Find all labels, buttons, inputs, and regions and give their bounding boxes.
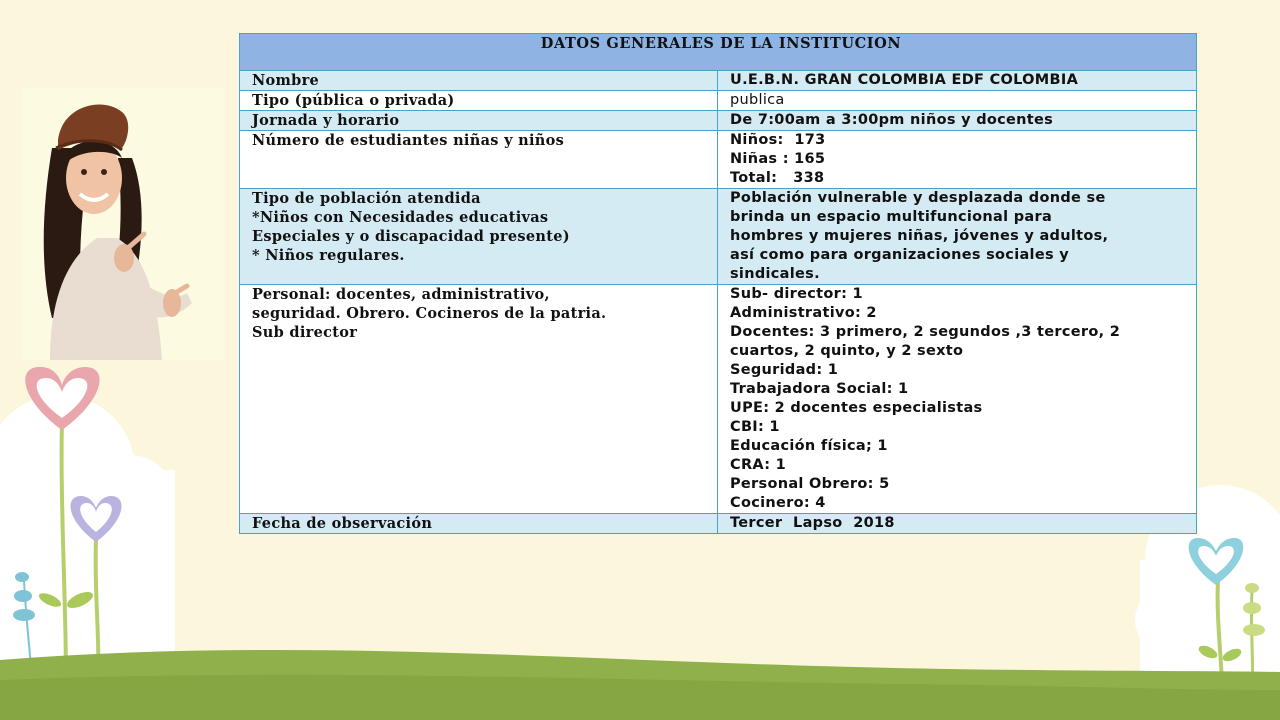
table-row xyxy=(240,285,1197,514)
table-row xyxy=(240,189,1197,285)
row-value-personal: Sub- director: 1 Administrativo: 2 Docentes: 3 primero, 2 segundos ,3 tercero, 2 cuartos, 2 quinto, y 2 sexto Seguridad: 1 Trabajadora Social: 1 UPE: 2 docentes especialistas CBI: 1 Educación física; 1 CRA: 1 Personal Obrero: 5 Cocinero: 4 xyxy=(718,285,1197,514)
row-value-estudiantes: Niños: 173 Niñas : 165 Total: 338 xyxy=(718,131,1197,189)
row-label-poblacion: Tipo de población atendida *Niños con Necesidades educativas Especiales y o discapacidad presente) * Niños regulares. xyxy=(240,189,718,285)
row-value-jornada: De 7:00am a 3:00pm niños y docentes xyxy=(718,111,1197,131)
row-label-nombre: Nombre xyxy=(240,71,718,91)
row-label-tipo: Tipo (pública o privada) xyxy=(240,91,718,111)
row-value-poblacion: Población vulnerable y desplazada donde se brinda un espacio multifuncional para hombres y mujeres niñas, jóvenes y adultos, así como para organizaciones sociales y sindicales. xyxy=(718,189,1197,285)
table-row xyxy=(240,131,1197,189)
table-header-row xyxy=(240,34,1197,71)
row-value-tipo: publica xyxy=(718,91,1197,111)
table-row xyxy=(240,111,1197,131)
row-label-estudiantes: Número de estudiantes niñas y niños xyxy=(240,131,718,189)
table-title: DATOS GENERALES DE LA INSTITUCION xyxy=(240,34,1197,71)
row-label-fecha: Fecha de observación xyxy=(240,514,718,534)
table-row xyxy=(240,91,1197,111)
institution-data-table xyxy=(239,33,1197,534)
table-row xyxy=(240,71,1197,91)
row-value-nombre: U.E.B.N. GRAN COLOMBIA EDF COLOMBIA xyxy=(718,71,1197,91)
row-label-jornada: Jornada y horario xyxy=(240,111,718,131)
row-value-fecha: Tercer Lapso 2018 xyxy=(718,514,1197,534)
row-label-personal: Personal: docentes, administrativo, seguridad. Obrero. Cocineros de la patria. Sub director xyxy=(240,285,718,514)
table-row xyxy=(240,514,1197,534)
student-photo xyxy=(22,88,224,360)
